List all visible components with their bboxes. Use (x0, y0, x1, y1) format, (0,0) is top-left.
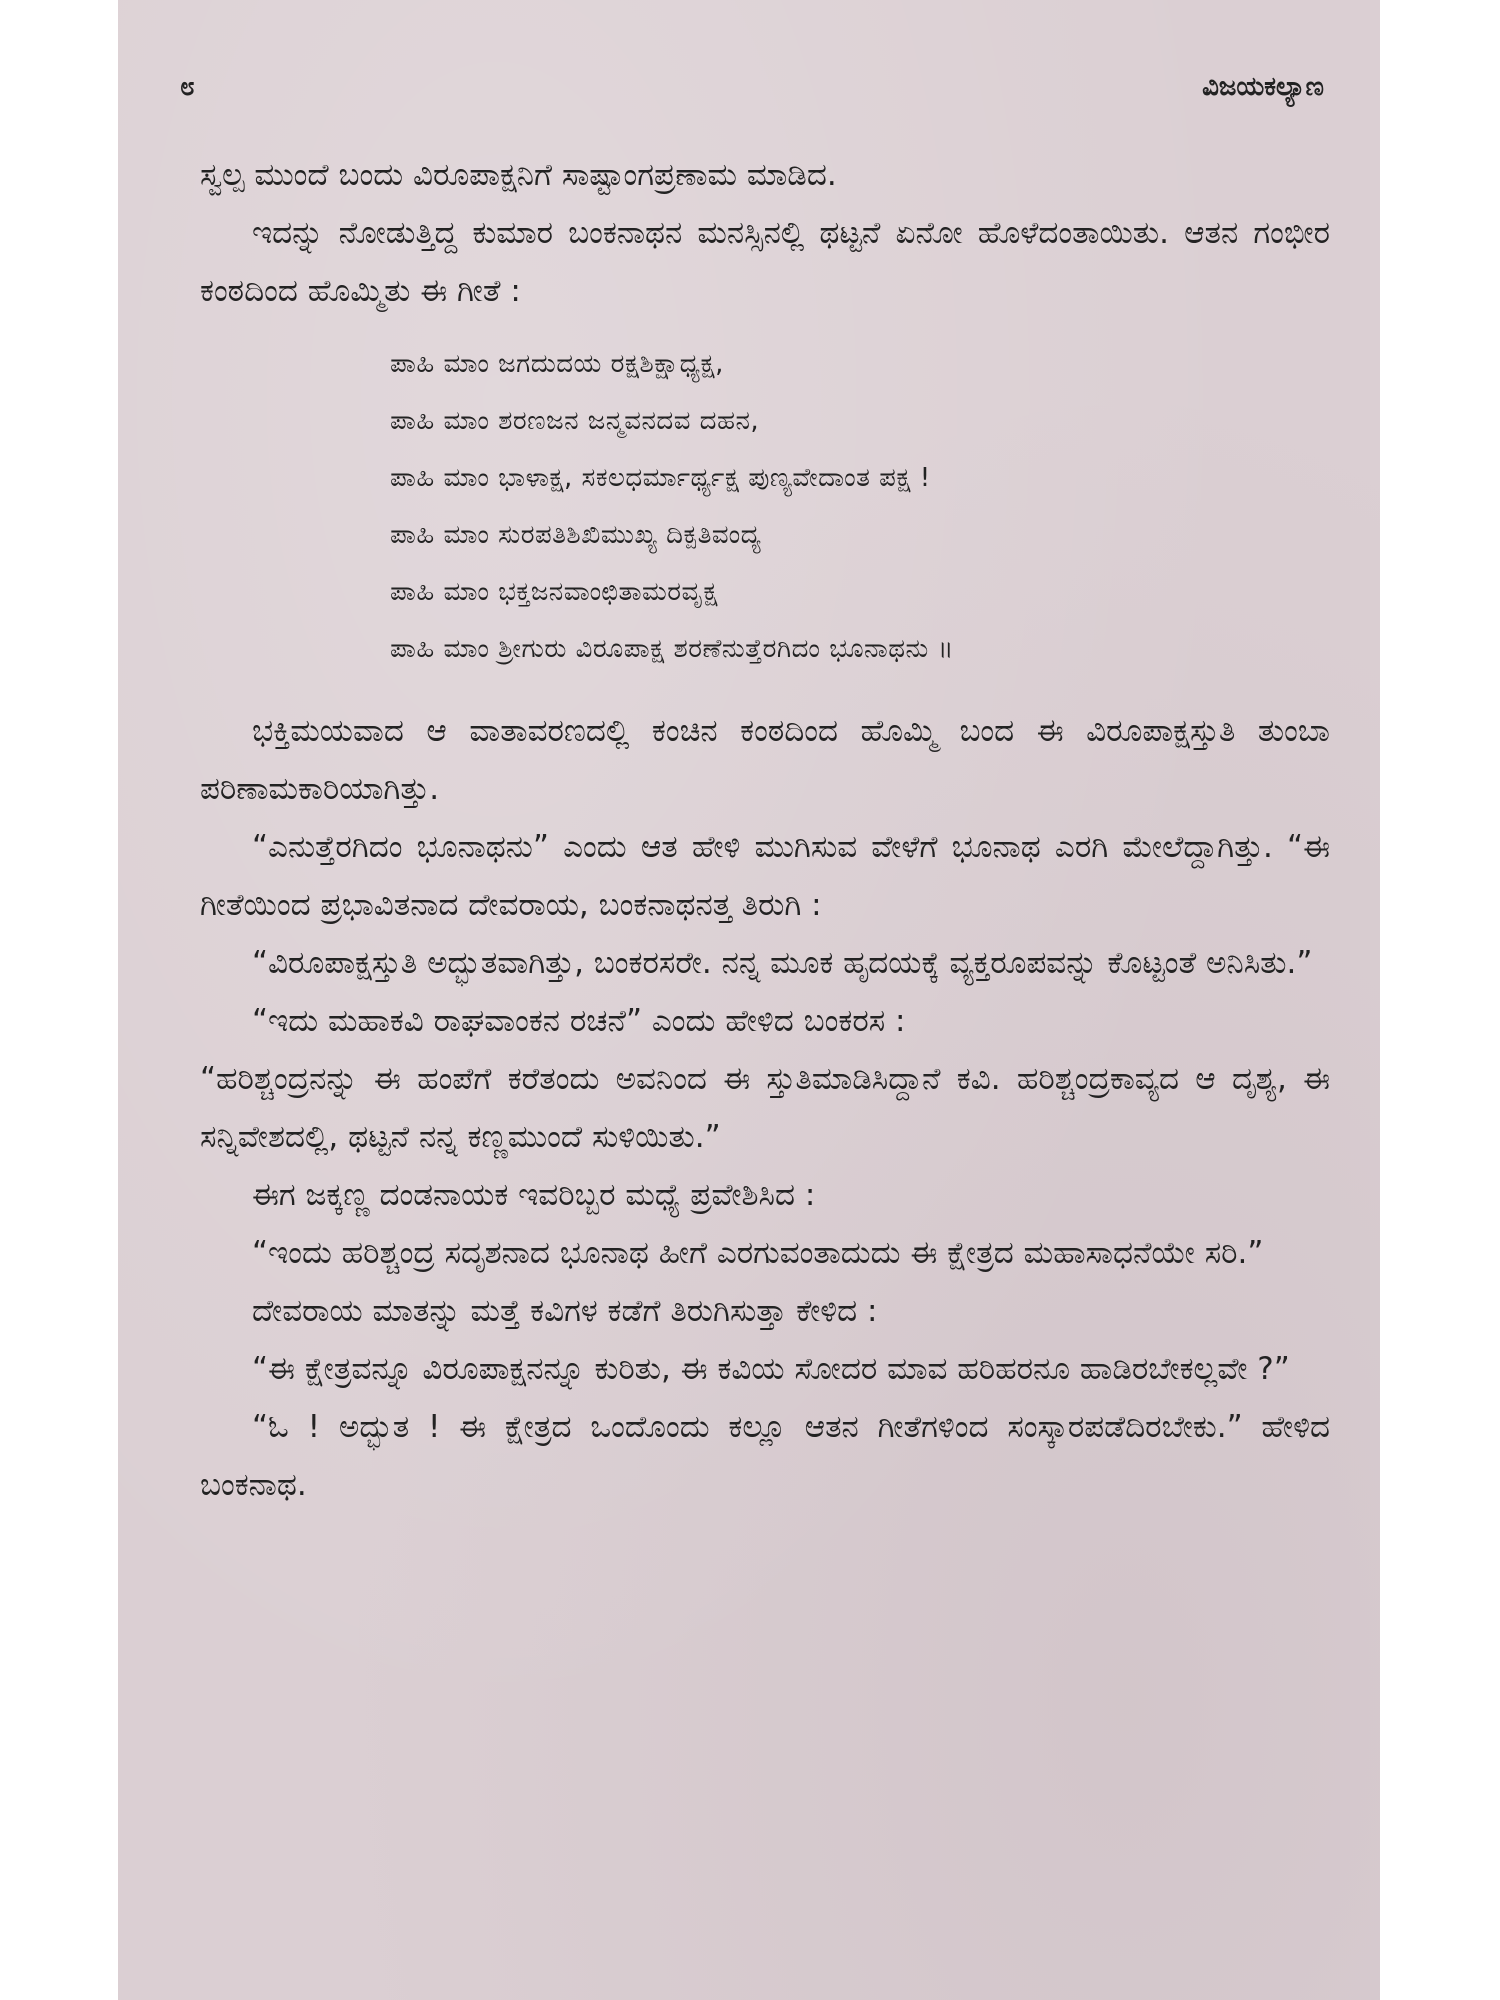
paragraph-12: “ಓ ! ಅದ್ಭುತ ! ಈ ಕ್ಷೇತ್ರದ ಒಂದೊಂದು ಕಲ್ಲೂ ಆತನ ಗೀತೆಗಳಿಂದ ಸಂಸ್ಕಾರಪಡೆದಿರಬೇಕು.” ಹೇಳಿದ ಬಂಕನಾಥ. (200, 1409, 1330, 1503)
paragraph-4: “ಎನುತ್ತೆರಗಿದಂ ಭೂನಾಥನು” ಎಂದು ಆತ ಹೇಳಿ ಮುಗಿಸುವ ವೇಳೆಗೆ ಭೂನಾಥ ಎರಗಿ ಮೇಲೆದ್ದಾಗಿತ್ತು. “ಈ ಗೀತೆಯಿಂದ ಪ್ರಭಾವಿತನಾದ ದೇವರಾಯ, ಬಂಕನಾಥನತ್ತ ತಿರುಗಿ : (200, 829, 1330, 923)
verse-line: ಪಾಹಿ ಮಾಂ ಭಾಳಾಕ್ಷ, ಸಕಲಧರ್ಮಾರ್ಥ್ಯಕ್ಷ ಪುಣ್ಯವೇದಾಂತ ಪಕ್ಷ ! (390, 463, 931, 493)
paragraph-9: “ಇಂದು ಹರಿಶ್ಚಂದ್ರ ಸದೃಶನಾದ ಭೂನಾಥ ಹೀಗೆ ಎರಗುವಂತಾದುದು ಈ ಕ್ಷೇತ್ರದ ಮಹಾಸಾಧನೆಯೇ ಸರಿ.” (252, 1235, 1264, 1271)
paragraph-1: ಸ್ವಲ್ಪ ಮುಂದೆ ಬಂದು ವಿರೂಪಾಕ್ಷನಿಗೆ ಸಾಷ್ಟಾಂಗಪ್ರಣಾಮ ಮಾಡಿದ. (200, 157, 837, 193)
book-page (118, 0, 1380, 2000)
verse-line: ಪಾಹಿ ಮಾಂ ಸುರಪತಿಶಿಖಿಮುಖ್ಯ ದಿಕ್ಪತಿವಂದ್ಯ (390, 520, 762, 550)
verse-block (390, 336, 1330, 678)
verse-line: ಪಾಹಿ ಮಾಂ ಜಗದುದಯ ರಕ್ಷಶಿಕ್ಷಾಧ್ಯಕ್ಷ, (390, 349, 724, 379)
paragraph-11: “ಈ ಕ್ಷೇತ್ರವನ್ನೂ ವಿರೂಪಾಕ್ಷನನ್ನೂ ಕುರಿತು, ಈ ಕವಿಯ ಸೋದರ ಮಾವ ಹರಿಹರನೂ ಹಾಡಿರಬೇಕಲ್ಲವೇ ?” (252, 1351, 1290, 1387)
paragraph-3: ಭಕ್ತಿಮಯವಾದ ಆ ವಾತಾವರಣದಲ್ಲಿ ಕಂಚಿನ ಕಂಠದಿಂದ ಹೊಮ್ಮಿ ಬಂದ ಈ ವಿರೂಪಾಕ್ಷಸ್ತುತಿ ತುಂಬಾ ಪರಿಣಾಮಕಾರಿಯಾಗಿತ್ತು. (200, 713, 1330, 807)
paragraph-7: “ಹರಿಶ್ಚಂದ್ರನನ್ನು ಈ ಹಂಪೆಗೆ ಕರೆತಂದು ಅವನಿಂದ ಈ ಸ್ತುತಿಮಾಡಿಸಿದ್ದಾನೆ ಕವಿ. ಹರಿಶ್ಚಂದ್ರಕಾವ್ಯದ ಆ ದೃಶ್ಯ, ಈ ಸನ್ನಿವೇಶದಲ್ಲಿ, ಥಟ್ಟನೆ ನನ್ನ ಕಣ್ಣಮುಂದೆ ಸುಳಿಯಿತು.” (200, 1061, 1330, 1155)
paragraph-5: “ವಿರೂಪಾಕ್ಷಸ್ತುತಿ ಅದ್ಭುತವಾಗಿತ್ತು, ಬಂಕರಸರೇ. ನನ್ನ ಮೂಕ ಹೃದಯಕ್ಕೆ ವ್ಯಕ್ತರೂಪವನ್ನು ಕೊಟ್ಟಂತೆ ಅನಿಸಿತು.” (252, 945, 1313, 981)
verse-line: ಪಾಹಿ ಮಾಂ ಶ್ರೀಗುರು ವಿರೂಪಾಕ್ಷ ಶರಣೆನುತ್ತೆರಗಿದಂ ಭೂನಾಥನು ॥ (390, 634, 954, 664)
verse-line: ಪಾಹಿ ಮಾಂ ಶರಣಜನ ಜನ್ಮವನದವ ದಹನ, (390, 406, 760, 436)
page-body (200, 146, 1330, 1514)
paragraph-6: “ಇದು ಮಹಾಕವಿ ರಾಘವಾಂಕನ ರಚನೆ” ಎಂದು ಹೇಳಿದ ಬಂಕರಸ : (252, 1003, 906, 1039)
running-head: ವಿಜಯಕಲ್ಯಾಣ (1202, 72, 1324, 102)
paragraph-2: ಇದನ್ನು ನೋಡುತ್ತಿದ್ದ ಕುಮಾರ ಬಂಕನಾಥನ ಮನಸ್ಸಿನಲ್ಲಿ ಥಟ್ಟನೆ ಏನೋ ಹೊಳೆದಂತಾಯಿತು. ಆತನ ಗಂಭೀರ ಕಂಠದಿಂದ ಹೊಮ್ಮಿತು ಈ ಗೀತೆ : (200, 215, 1330, 309)
page-number: ೮ (180, 72, 195, 102)
verse-line: ಪಾಹಿ ಮಾಂ ಭಕ್ತಜನವಾಂಛಿತಾಮರವೃಕ್ಷ (390, 577, 718, 607)
paragraph-8: ಈಗ ಜಕ್ಕಣ್ಣ ದಂಡನಾಯಕ ಇವರಿಬ್ಬರ ಮಧ್ಯೆ ಪ್ರವೇಶಿಸಿದ : (252, 1177, 816, 1213)
paragraph-10: ದೇವರಾಯ ಮಾತನ್ನು ಮತ್ತೆ ಕವಿಗಳ ಕಡೆಗೆ ತಿರುಗಿಸುತ್ತಾ ಕೇಳಿದ : (252, 1293, 878, 1329)
